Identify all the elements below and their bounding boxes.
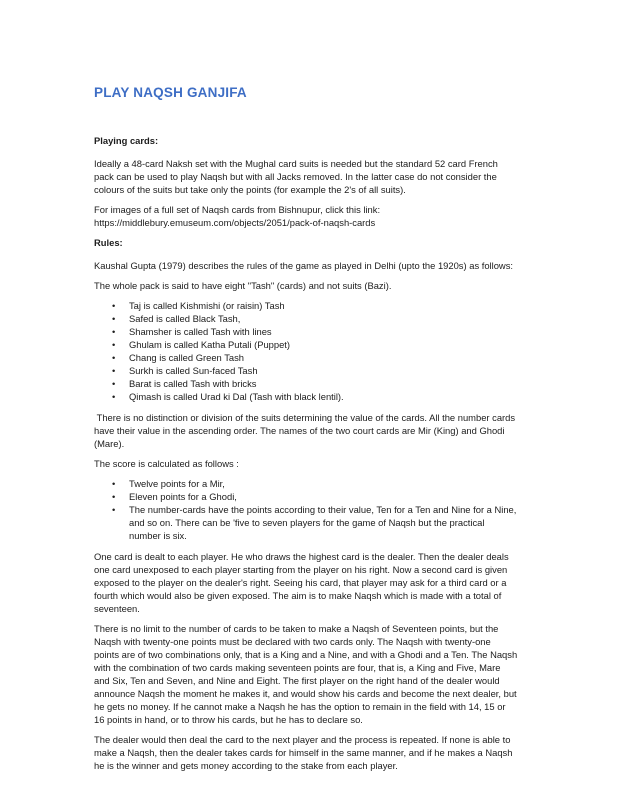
list-item-text: Barat is called Tash with bricks (129, 378, 257, 389)
bullet-icon: • (112, 391, 116, 402)
list-item (112, 325, 518, 338)
paragraph-no-distinction: There is no distinction or division of the suits determining the value of the cards. All the number cards have their value in the ascending order. The names of the two court cards are Mir (King) and Ghodi (Mare). (94, 412, 518, 449)
naqsh-cards-url[interactable]: https://middlebury.emuseum.com/objects/2051/pack-of-naqsh-cards (94, 217, 376, 228)
paragraph-deal: One card is dealt to each player. He who draws the highest card is the dealer. Then the dealer deals one card unexposed to each player starting from the player on his right. Now a second card is given exposed to the player on the dealer's right. Seeing his card, that player may ask for a third card or a fourth which would also be given exposed. The aim is to make Naqsh which is made with a total of seventeen. (94, 551, 509, 614)
list-item (112, 351, 518, 364)
list-item-text: Qimash is called Urad ki Dal (Tash with black lentil). (129, 391, 344, 402)
bullet-icon: • (112, 478, 116, 489)
paragraph-no-limit: There is no limit to the number of cards to be taken to make a Naqsh of Seventeen points, but the Naqsh with twenty-one points must be declared with two cards only. The Naqsh with twenty-one points are of two combinations only, that is a King and a Nine, and with a Ghodi and a Ten. The Naqsh with the combination of two cards making seventeen points are four, that is, a King and Five, Mare and Six, Ten and Seven, and Nine and Eight. The first player on the right hand of the dealer would announce Naqsh the moment he makes it, and would show his cards and become the next dealer, but he gets no money. If he cannot make a Naqsh he has the option to remain in the field with 14, 15 or 16 points in hand, or to throw his cards, but he has to declare so. (94, 623, 518, 725)
paragraph-pack: The whole pack is said to have eight "Tash" (cards) and not suits (Bazi). (94, 280, 392, 291)
bullet-icon: • (112, 504, 116, 515)
list-item-text: The number-cards have the points according to their value, Ten for a Ten and Nine for a Nine, and so on. There can be 'five to seven players for the game of Naqsh but the practical number is six. (129, 504, 517, 541)
heading-rules: Rules: (94, 237, 123, 248)
list-item-text: Taj is called Kishmishi (or raisin) Tash (129, 300, 285, 311)
list-item (112, 390, 518, 403)
paragraph-intro: Ideally a 48-card Naksh set with the Mughal card suits is needed but the standard 52 card French pack can be used to play Naqsh but with all Jacks removed. In the latter case do not consider the colours of the suits but take only the points (for example the 2's of all suits). (94, 158, 498, 195)
bullet-icon: • (112, 491, 116, 502)
list-item (112, 312, 518, 325)
bullet-icon: • (112, 326, 116, 337)
list-item-text: Surkh is called Sun-faced Tash (129, 365, 258, 376)
score-list (94, 477, 518, 542)
link-intro-text: For images of a full set of Naqsh cards from Bishnupur, click this link: (94, 204, 381, 215)
list-item-text: Ghulam is called Katha Putali (Puppet) (129, 339, 291, 350)
list-item-text: Safed is called Black Tash, (129, 313, 241, 324)
paragraph-score-intro: The score is calculated as follows : (94, 458, 239, 469)
list-item (112, 490, 518, 503)
list-item-text: Shamsher is called Tash with lines (129, 326, 272, 337)
document-title: PLAY NAQSH GANJIFA (94, 85, 247, 100)
list-item (112, 477, 518, 490)
list-item-text: Twelve points for a Mir, (129, 478, 225, 489)
list-item (112, 338, 518, 351)
bullet-icon: • (112, 339, 116, 350)
list-item-text: Eleven points for a Ghodi, (129, 491, 237, 502)
list-item-text: Chang is called Green Tash (129, 352, 244, 363)
bullet-icon: • (112, 378, 116, 389)
tash-list (94, 299, 518, 403)
list-item (112, 364, 518, 377)
bullet-icon: • (112, 300, 116, 311)
list-item (112, 377, 518, 390)
paragraph-link (94, 203, 518, 229)
bullet-icon: • (112, 313, 116, 324)
paragraph-dealer-next: The dealer would then deal the card to the next player and the process is repeated. If none is able to make a Naqsh, then the dealer takes cards for himself in the same manner, and if he makes a Naqsh he is the winner and gets money according to the stake from each player. (94, 734, 513, 771)
bullet-icon: • (112, 365, 116, 376)
paragraph-rules-source: Kaushal Gupta (1979) describes the rules of the game as played in Delhi (upto the 1920s) as follows: (94, 260, 513, 271)
list-item (112, 299, 518, 312)
list-item (112, 503, 518, 542)
bullet-icon: • (112, 352, 116, 363)
heading-playing-cards: Playing cards: (94, 135, 159, 146)
